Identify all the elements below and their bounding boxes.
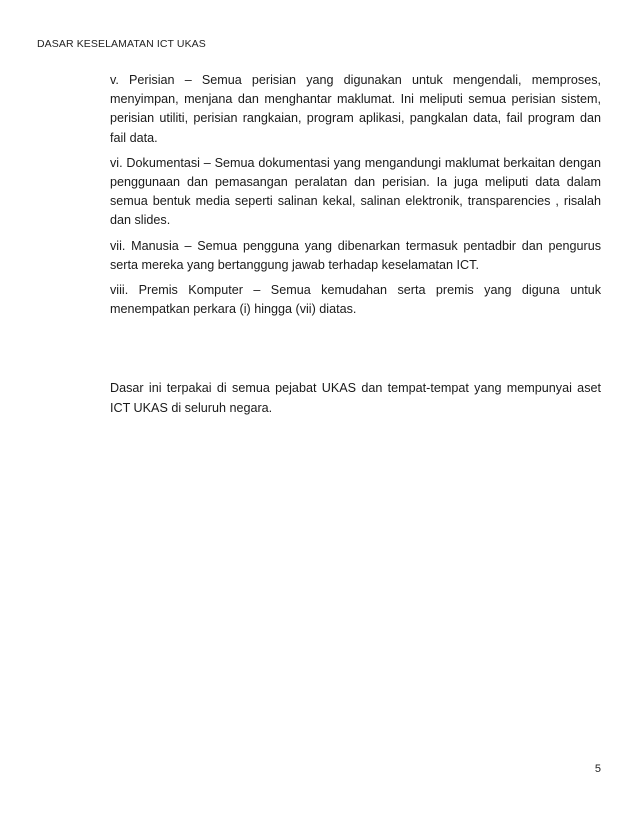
- closing-paragraph: Dasar ini terpakai di semua pejabat UKAS dan tempat-tempat yang mempunyai aset ICT UKAS di seluruh negara.: [110, 381, 601, 415]
- page-number: 5: [594, 763, 601, 775]
- running-header: DASAR KESELAMATAN ICT UKAS: [37, 38, 206, 50]
- list-item-dokumentasi: vi. Dokumentasi – Semua dokumentasi yang mengandungi maklumat berkaitan dengan penggunaan dan pemasangan peralatan dan perisian. Ia juga meliputi data dalam semua bentuk media seperti salinan kekal, salinan elektronik, transparencies , risalah dan slides.: [110, 155, 601, 228]
- list-item-premis-komputer: viii. Premis Komputer – Semua kemudahan serta premis yang diguna untuk menempatkan perkara (i) hingga (vii) diatas.: [110, 283, 601, 317]
- document-body: [110, 71, 601, 424]
- list-item-perisian: v. Perisian – Semua perisian yang digunakan untuk mengendali, memproses, menyimpan, menjana dan menghantar maklumat. Ini meliputi semua perisian sistem, perisian utiliti, perisian rangkaian, program aplikasi, pangkalan data, fail program dan fail data.: [110, 73, 601, 145]
- list-item-manusia: vii. Manusia – Semua pengguna yang dibenarkan termasuk pentadbir dan pengurus serta mereka yang bertanggung jawab terhadap keselamatan ICT.: [110, 238, 601, 272]
